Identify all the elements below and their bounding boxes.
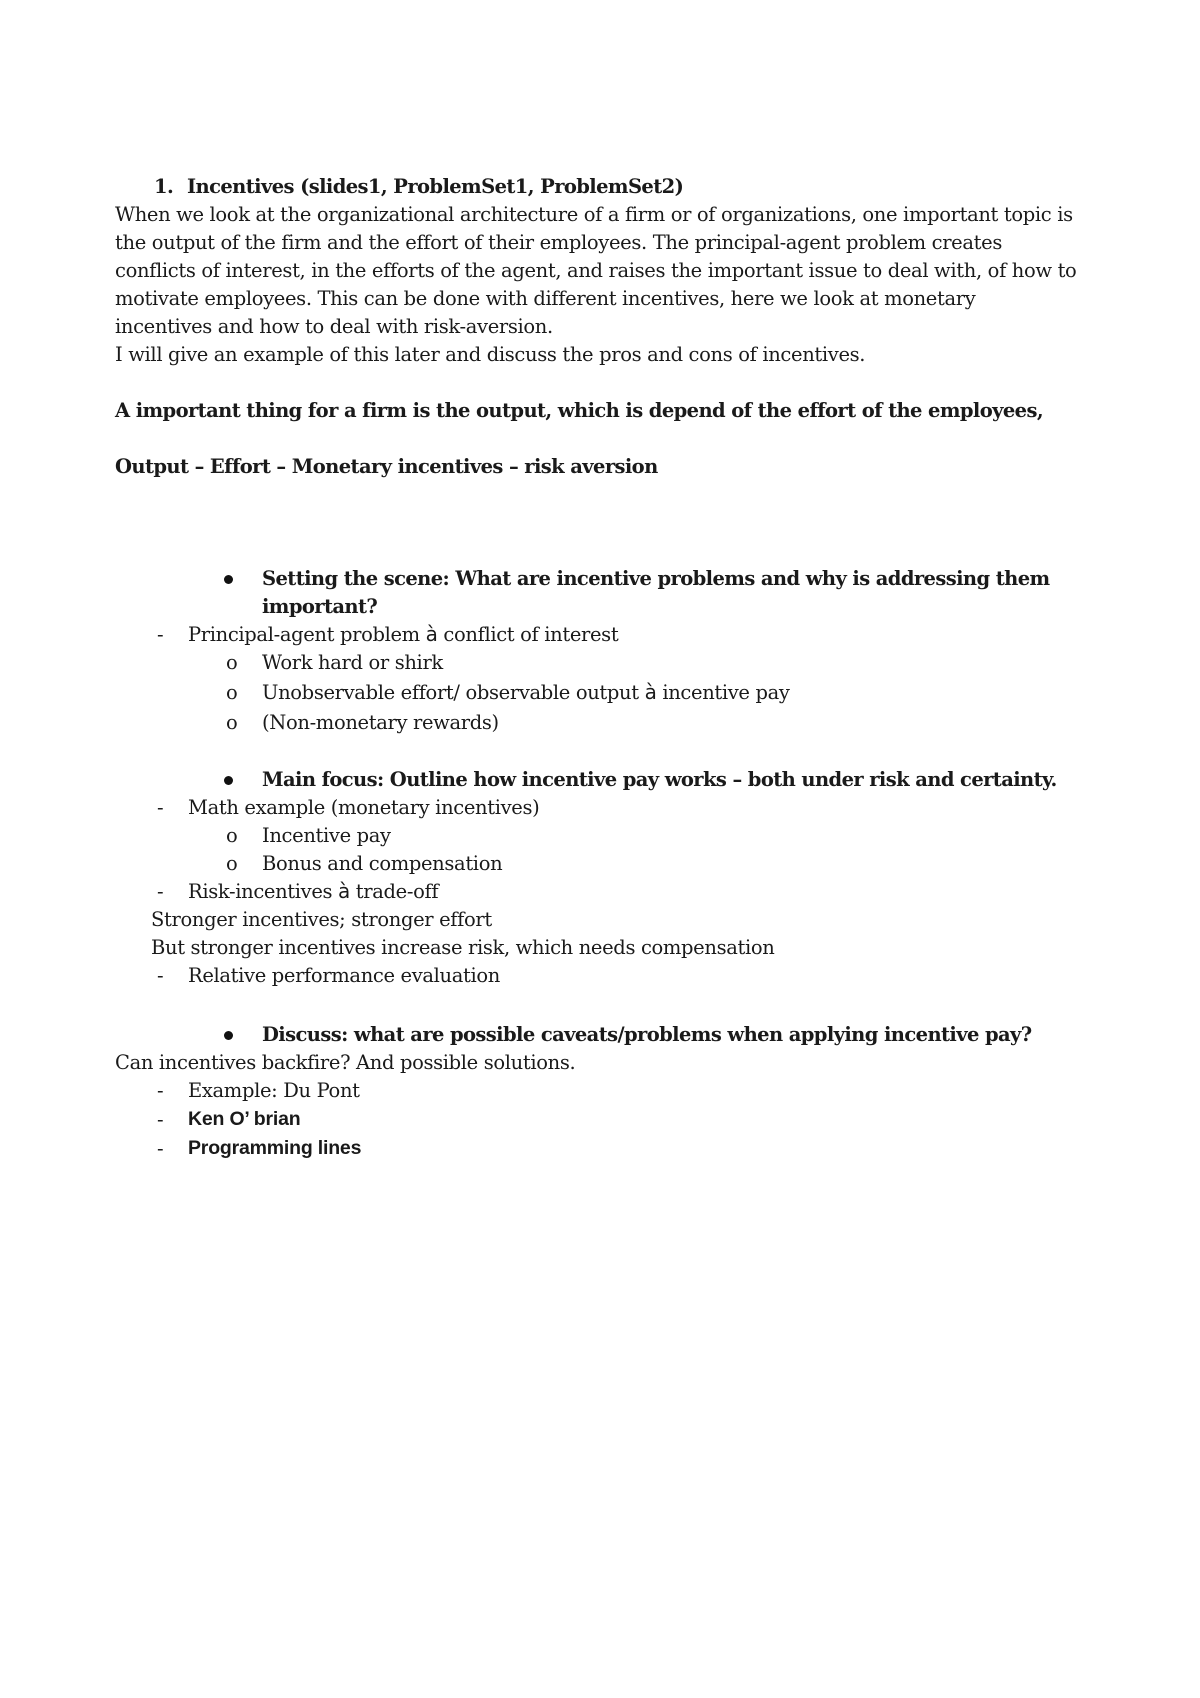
intro-line: motivate employees. This can be done with different incentives, here we look at monetary [115, 287, 976, 310]
dash-marker: - [157, 1137, 164, 1160]
item-text: incentive pay [656, 681, 790, 704]
section1-sub-item: (Non-monetary rewards) [262, 711, 499, 734]
item-text: Principal-agent problem [188, 623, 426, 646]
section3-dash-item: Ken O’ brian [188, 1108, 301, 1130]
intro-line: incentives and how to deal with risk-aversion. [115, 315, 553, 338]
circle-marker: o [226, 824, 238, 847]
bullet-dot-icon [224, 1031, 233, 1040]
section1-sub-item: Work hard or shirk [262, 651, 443, 674]
section2-dash-item [188, 878, 438, 905]
intro-line: I will give an example of this later and discuss the pros and cons of incentives. [115, 343, 866, 366]
section2-plain-line: Stronger incentives; stronger effort [151, 908, 492, 931]
emphasis-keywords: Output – Effort – Monetary incentives – risk aversion [115, 455, 658, 478]
section1-title-cont: important? [262, 595, 378, 618]
circle-marker: o [226, 651, 238, 674]
bullet-dot-icon [224, 575, 233, 584]
intro-line: When we look at the organizational architecture of a firm or of organizations, one important topic is [115, 203, 1073, 226]
section3-dash-item: Programming lines [188, 1137, 362, 1159]
item-text: Unobservable effort/ observable output [262, 681, 645, 704]
item-text: trade-off [349, 880, 439, 903]
section2-dash-item: Relative performance evaluation [188, 964, 500, 987]
arrow-icon: à [338, 879, 350, 903]
dash-marker: - [157, 796, 164, 819]
circle-marker: o [226, 681, 238, 704]
intro-line: conflicts of interest, in the efforts of the agent, and raises the important issue to deal with, of how to [115, 259, 1077, 282]
dash-marker: - [157, 1079, 164, 1102]
item-text: conflict of interest [437, 623, 619, 646]
circle-marker: o [226, 711, 238, 734]
section3-dash-item: Example: Du Pont [188, 1079, 360, 1102]
section1-sub-item [262, 679, 790, 706]
heading-number: 1. [154, 175, 174, 198]
item-text: Risk-incentives [188, 880, 339, 903]
dash-marker: - [157, 964, 164, 987]
section2-sub-item: Incentive pay [262, 824, 391, 847]
section2-dash-item: Math example (monetary incentives) [188, 796, 540, 819]
dash-marker: - [157, 623, 164, 646]
section3-plain-line: Can incentives backfire? And possible solutions. [115, 1051, 576, 1074]
intro-line: the output of the firm and the effort of their employees. The principal-agent problem creates [115, 231, 1002, 254]
section1-dash-item [188, 621, 618, 648]
section2-plain-line: But stronger incentives increase risk, which needs compensation [151, 936, 775, 959]
section3-title: Discuss: what are possible caveats/problems when applying incentive pay? [262, 1023, 1032, 1046]
section2-sub-item: Bonus and compensation [262, 852, 503, 875]
dash-marker: - [157, 1108, 164, 1131]
heading-title: Incentives (slides1, ProblemSet1, ProblemSet2) [187, 175, 684, 198]
arrow-icon: à [644, 680, 657, 704]
section2-title: Main focus: Outline how incentive pay works – both under risk and certainty. [262, 768, 1057, 791]
dash-marker: - [157, 880, 164, 903]
arrow-icon: à [425, 622, 438, 646]
section1-title: Setting the scene: What are incentive problems and why is addressing them [262, 567, 1050, 590]
emphasis-statement: A important thing for a firm is the output, which is depend of the effort of the employees, [115, 399, 1044, 422]
circle-marker: o [226, 852, 238, 875]
bullet-dot-icon [224, 776, 233, 785]
